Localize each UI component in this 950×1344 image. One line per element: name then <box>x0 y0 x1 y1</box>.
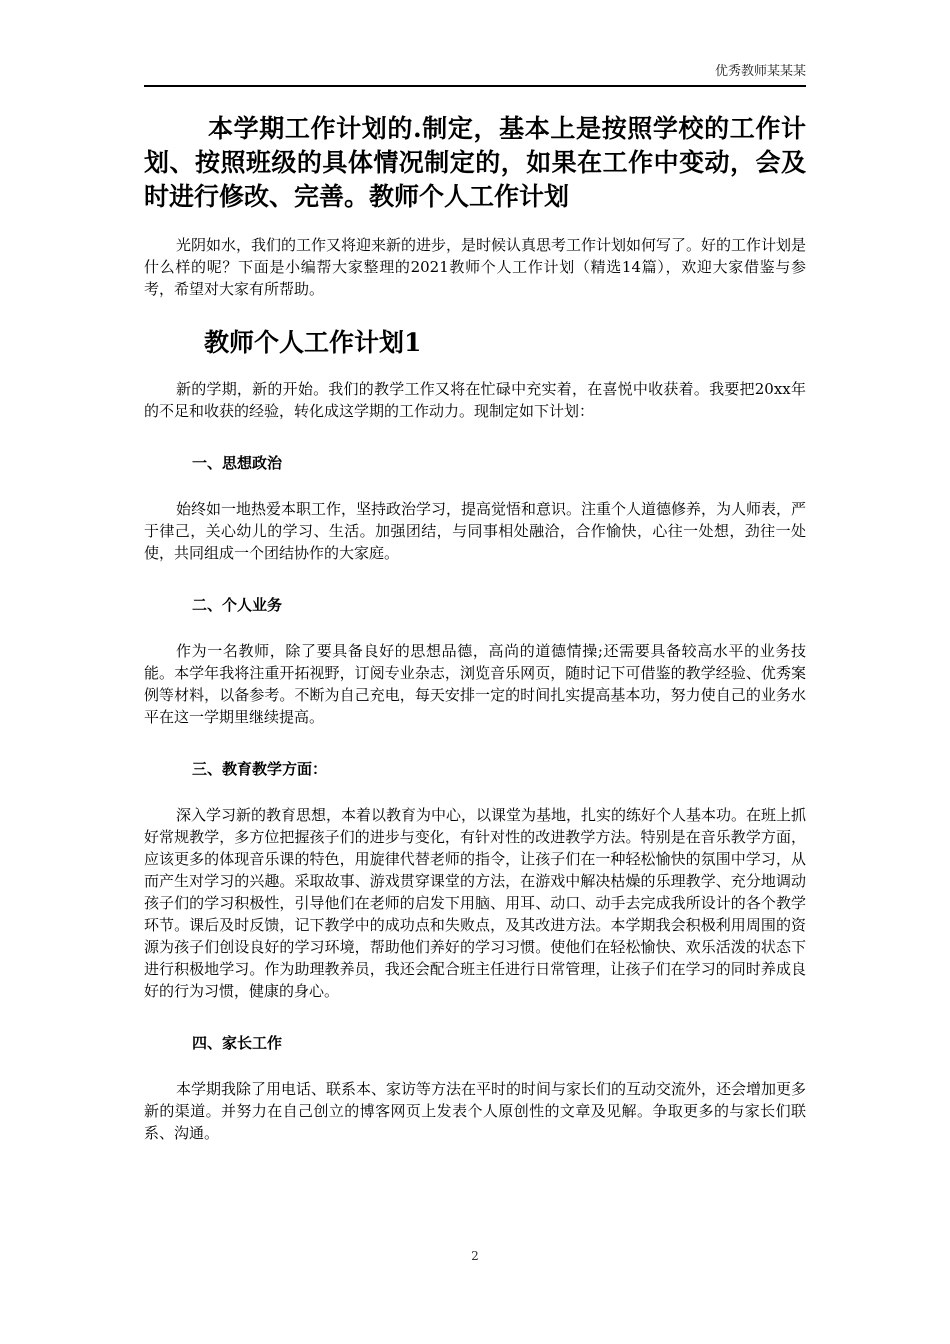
section-heading-teaching: 三、教育教学方面： <box>192 760 328 778</box>
section-body-parents: 本学期我除了用电话、联系本、家访等方法在平时的时间与家长们的互动交流外，还会增加更多新的渠道。并努力在自己创立的博客网页上发表个人原创性的文章及见解。争取更多的与家长们联系、沟通。 <box>144 1080 807 1142</box>
document-body <box>144 112 806 1144</box>
section-heading-parents: 四、家长工作 <box>192 1034 283 1052</box>
page-header-title: 优秀教师某某某 <box>714 64 806 79</box>
section-title: 教师个人工作计划1 <box>204 328 422 357</box>
section-heading-politics: 一、思想政治 <box>192 454 283 472</box>
section-body-professional: 作为一名教师，除了要具备良好的思想品德，高尚的道德情操;还需要具备较高水平的业务技能。本学年我将注重开拓视野，订阅专业杂志，浏览音乐网页，随时记下可借鉴的教学经验、优秀案例等材料，以备参考。不断为自己充电，每天安排一定的时间扎实提高基本功，努力使自己的业务水平在这一学期里继续提高。 <box>144 642 806 726</box>
intro-paragraph: 光阴如水，我们的工作又将迎来新的进步，是时候认真思考工作计划如何写了。好的工作计划是什么样的呢？下面是小编帮大家整理的2021教师个人工作计划（精选14篇），欢迎大家借鉴与参考，希望对大家有所帮助。 <box>144 236 807 298</box>
opening-paragraph: 新的学期，新的开始。我们的教学工作又将在忙碌中充实着，在喜悦中收获着。我要把20xx年的不足和收获的经验，转化成这学期的工作动力。现制定如下计划： <box>144 380 806 420</box>
page-number: 2 <box>471 1249 479 1263</box>
section-body-politics: 始终如一地热爱本职工作，坚持政治学习，提高觉悟和意识。注重个人道德修养，为人师表，严于律己，关心幼儿的学习、生活。加强团结，与同事相处融洽，合作愉快，心往一处想，劲往一处使，共同组成一个团结协作的大家庭。 <box>144 500 807 562</box>
section-body-teaching: 深入学习新的教育思想，本着以教育为中心，以课堂为基地，扎实的练好个人基本功。在班上抓好常规教学，多方位把握孩子们的进步与变化，有针对性的改进教学方法。特别是在音乐教学方面，应该更多的体现音乐课的特色，用旋律代替老师的指令，让孩子们在一种轻松愉快的氛围中学习，从而产生对学习的兴趣。采取故事、游戏贯穿课堂的方法，在游戏中解决枯燥的乐理教学、充分地调动孩子们的学习积极性，引导他们在老师的启发下用脑、用耳、动口、动手去完成我所设计的各个教学环节。课后及时反馈，记下教学中的成功点和失败点，及其改进方法。本学期我会积极利用周围的资源为孩子们创设良好的学习环境，帮助他们养好的学习习惯。使他们在轻松愉快、欢乐活泼的状态下进行积极地学习。作为助理教养员，我还会配合班主任进行日常管理，让孩子们在学习的同时养成良好的行为习惯，健康的身心。 <box>144 806 807 1000</box>
header-divider <box>144 85 806 87</box>
lead-heading: 本学期工作计划的.制定，基本上是按照学校的工作计划、按照班级的具体情况制定的，如果在工作中变动，会及时进行修改、完善。教师个人工作计划 <box>144 114 806 211</box>
section-heading-professional: 二、个人业务 <box>192 596 283 614</box>
